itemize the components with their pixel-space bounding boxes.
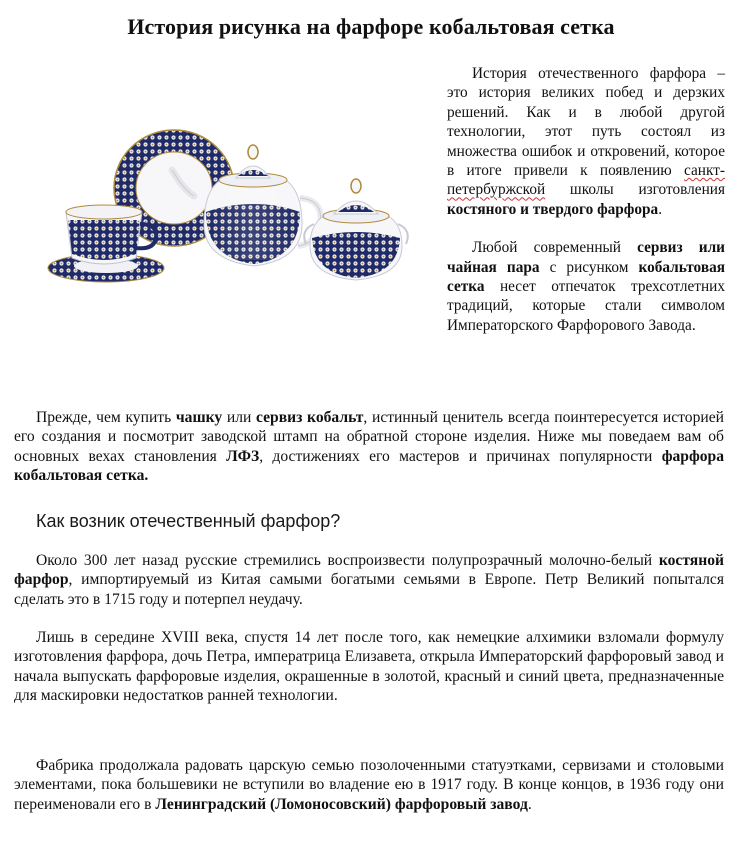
text-run: , истинный ценитель всегда поинтересуется историей его создания и посмотрит заводской штамп на обратной стороне изделия. Ниже мы поведаем вам об основных вехах становления (14, 409, 724, 465)
intro-paragraph (14, 408, 724, 486)
text-run: Любой современный (472, 239, 638, 257)
side-paragraph-2 (447, 238, 725, 335)
intro-side-column (447, 64, 725, 335)
bold-text: чашку (175, 409, 223, 426)
bold-text: костяного и твердого фарфора (447, 200, 659, 218)
text-run: школы изготовления (545, 181, 725, 199)
text-run: . (658, 200, 663, 218)
bold-text: ЛФЗ (226, 447, 260, 465)
bold-text: фарфора кобальтовая сетка. (14, 447, 725, 485)
tea-set-illustration (44, 120, 420, 296)
bold-text: кобальтовая сетка (447, 258, 725, 296)
text-run: Лишь в середине XVIII века, спустя 14 лет после того, как немецкие алхимики взломали формулу изготовления фарфора, дочь Петра, императрица Елизавета, открыла Императорский фарфоровый завод и начала выпускать фарфоровые изделия, окрашенные в золотой, красный и синий цвета, предназначенные для маскировки недостатков ранней технологии. (14, 629, 724, 705)
side-paragraph-1 (447, 64, 725, 219)
paragraph-history-3 (14, 756, 724, 814)
sugar-bowl (304, 179, 408, 280)
text-run: , достижениях его мастеров и причинах популярности (259, 447, 662, 465)
text-run: Прежде, чем купить (36, 409, 176, 426)
text-run: Около 300 лет назад русские стремились воспроизвести полупрозрачный молочно-белый (36, 552, 659, 569)
text-run: , импортируемый из Китая самыми богатыми семьями в Европе. Петр Великий попытался сделать это в 1715 году и потерпел неудачу. (14, 571, 724, 608)
page-title: История рисунка на фарфоре кобальтовая сетка (127, 14, 615, 39)
bold-text: Ленинградский (Ломоносовский) фарфоровый завод (155, 795, 528, 813)
text-run: История отечественного фарфора – это история великих побед и дерзких решений. Как и в любой другой технологии, этот путь состоял из множества ошибок и откровений, которое в итоге привели к появлению (447, 65, 725, 180)
text-run: или (222, 409, 257, 426)
bold-text: сервиз или чайная пара (447, 239, 725, 276)
bold-text: сервиз кобальт (256, 409, 364, 426)
spellcheck-underlined-word: санкт-петербуржской (447, 162, 725, 199)
text-run: Фабрика продолжала радовать царскую семью позолоченными статуэтками, сервизами и столовыми элементами, пока большевики не вступили во владение ею в 1917 году. В конце концов, в 1936 году они переименовали его в (14, 757, 724, 813)
text-run: . (527, 795, 532, 813)
bold-text: костяной фарфор (14, 552, 724, 589)
text-run: с рисунком (539, 258, 639, 276)
section-heading: Как возник отечественный фарфор? (36, 511, 341, 531)
text-run: несет отпечаток трехсотлетних традиций, которые стали символом Императорского Фарфорового Завода. (447, 278, 725, 334)
paragraph-history-2 (14, 628, 724, 706)
paragraph-history-1 (14, 551, 724, 609)
